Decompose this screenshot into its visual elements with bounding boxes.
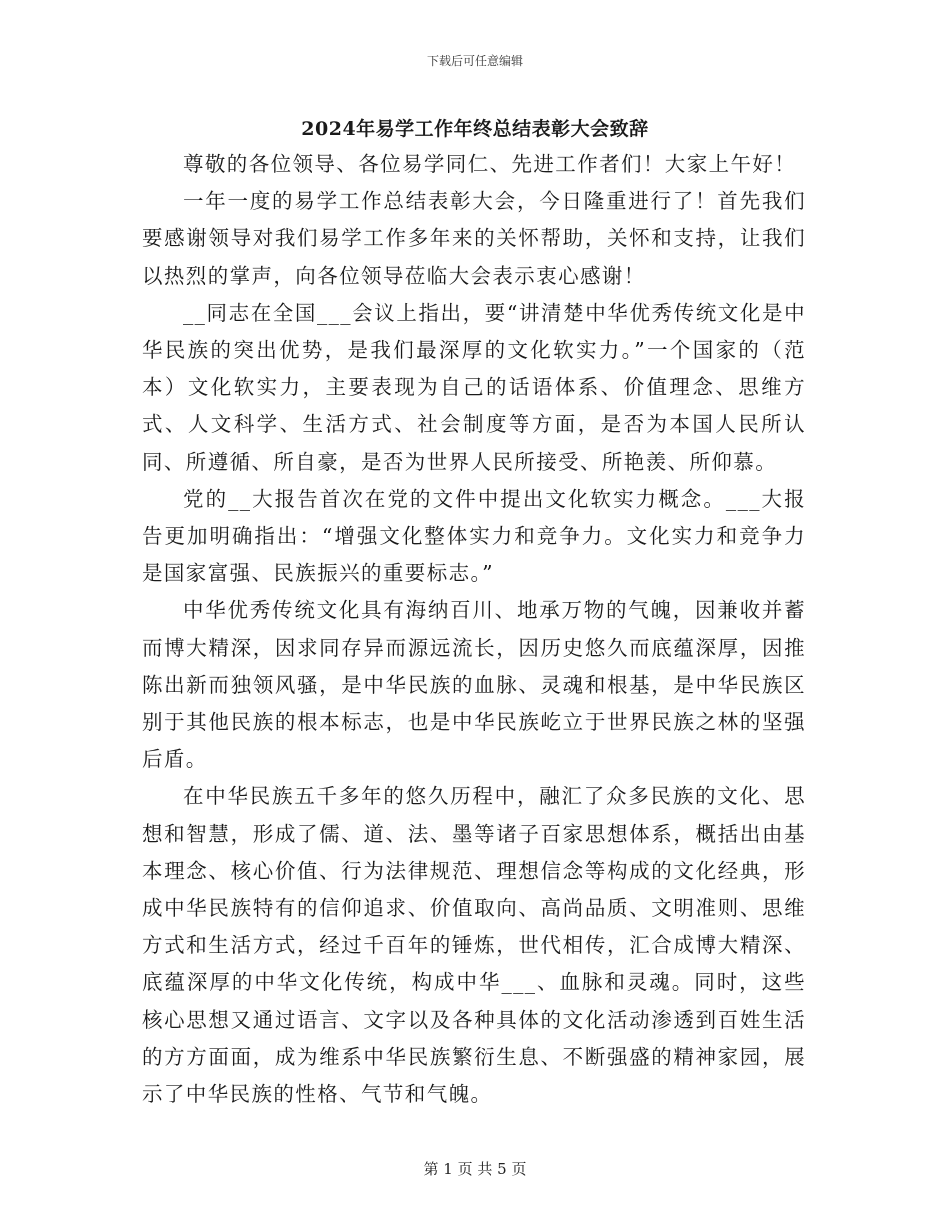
paragraph-history: 在中华民族五千多年的悠久历程中，融汇了众多民族的文化、思想和智慧，形成了儒、道、法、墨等诸子百家思想体系，概括出由基本理念、核心价值、行为法律规范、理想信念等构成的文化经典，形成中华民族特有的信仰追求、价值取向、高尚品质、文明准则、思维方式和生活方式，经过千百年的锤炼，世代相传，汇合成博大精深、底蕴深厚的中华文化传统，构成中华___、血脉和灵魂。同时，这些核心思想又通过语言、文字以及各种具体的文化活动渗透到百姓生活的方方面面，成为维系中华民族繁衍生息、不断强盛的精神家园，展示了中华民族的性格、气节和气魄。 (142, 784, 806, 1107)
paragraph-greeting: 尊敬的各位领导、各位易学同仁、先进工作者们！大家上午好！ (183, 152, 797, 176)
paragraph-traditional-culture: 中华优秀传统文化具有海纳百川、地承万物的气魄，因兼收并蓄而博大精深，因求同存异而源远流长，因历史悠久而底蕴深厚，因推陈出新而独领风骚，是中华民族的血脉、灵魂和根基，是中华民族区别于其他民族的根本标志，也是中华民族屹立于世界民族之林的坚强后盾。 (142, 598, 806, 772)
header-note: 下载后可任意编辑 (426, 54, 523, 68)
paragraph-soft-power: __同志在全国___会议上指出，要“讲清楚中华优秀传统文化是中华民族的突出优势，是我们最深厚的文化软实力。”一个国家的（范本）文化软实力，主要表现为自己的话语体系、价值理念、思维方式、人文科学、生活方式、社会制度等方面，是否为本国人民所认同、所遵循、所自豪，是否为世界人民所接受、所艳羡、所仰慕。 (142, 300, 806, 474)
document-body (142, 146, 806, 1113)
paragraph-opening: 一年一度的易学工作总结表彰大会，今日隆重进行了！首先我们要感谢领导对我们易学工作多年来的关怀帮助，关怀和支持，让我们以热烈的掌声，向各位领导莅临大会表示衷心感谢！ (142, 189, 806, 288)
page-number: 第 1 页 共 5 页 (423, 1160, 527, 1178)
paragraph-party-report: 党的__大报告首次在党的文件中提出文化软实力概念。___大报告更加明确指出：“增强文化整体实力和竞争力。文化实力和竞争力是国家富强、民族振兴的重要标志。” (142, 486, 806, 586)
document-title: 2024年易学工作年终总结表彰大会致辞 (301, 118, 649, 140)
